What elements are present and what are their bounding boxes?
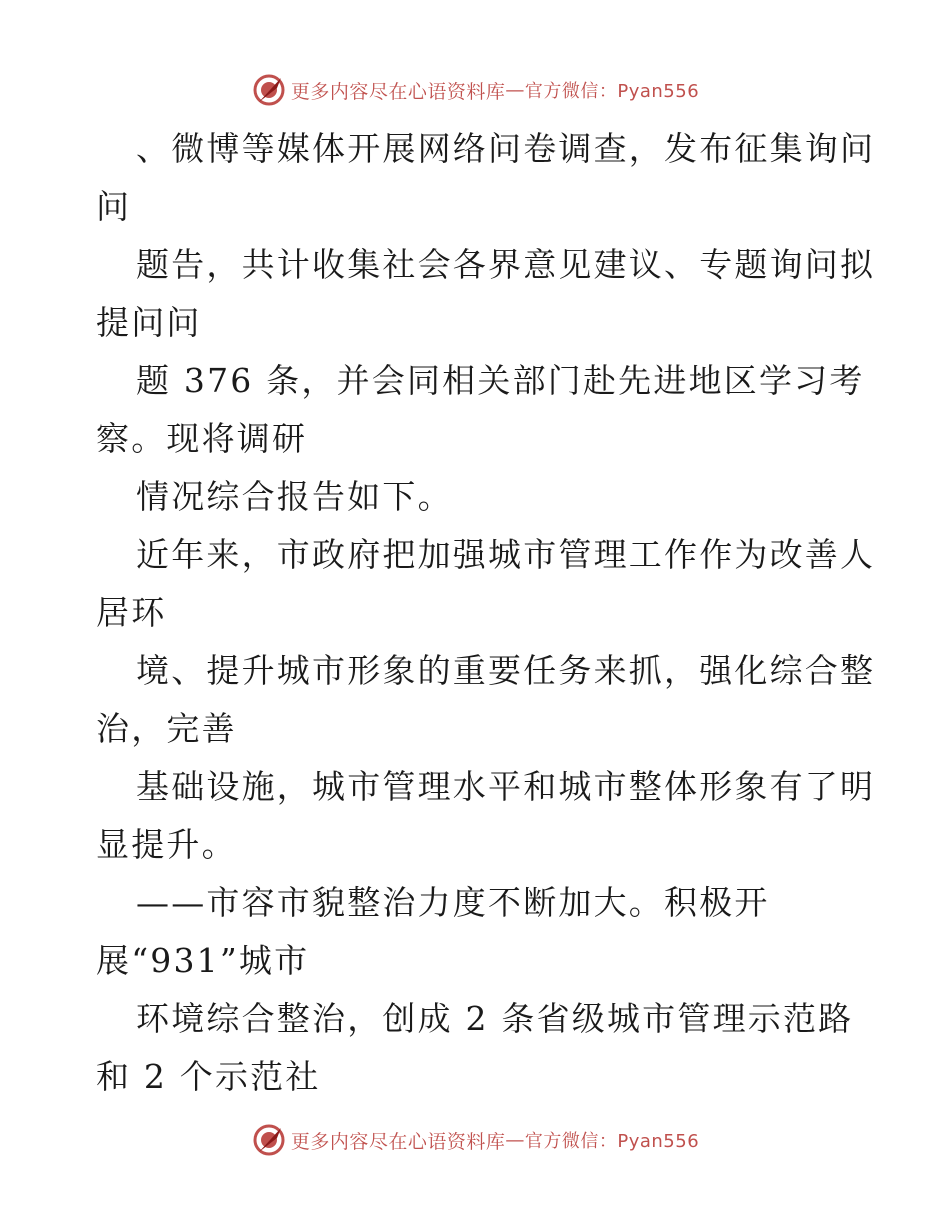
body-line: ——市容市貌整治力度不断加大。积极开 [136,883,770,922]
body-line: 境、提升城市形象的重要任务来抓，强化综合整 [136,651,876,690]
document-body [96,120,876,1106]
body-line: 、微博等媒体开展网络问卷调查，发布征集询问 [136,129,876,168]
quill-logo-icon [251,1122,287,1158]
body-line: 和 2 个示范社 [96,1057,321,1096]
header-banner-text: 更多内容尽在心语资料库 [290,80,506,103]
body-line: 问 [96,187,132,226]
body-line: 题告，共计收集社会各界意见建议、专题询问拟 [136,245,876,284]
body-line: 展“931”城市 [96,941,310,980]
footer-banner-separator: — [505,1129,525,1151]
footer-banner-text: 更多内容尽在心语资料库 [290,1130,506,1153]
body-line: 治，完善 [96,709,237,748]
body-line: 显提升。 [96,825,237,864]
body-line: 题 376 条，并会同相关部门赴先进地区学习考 [136,361,865,400]
body-line: 近年来，市政府把加强城市管理工作作为改善人 [136,535,876,574]
body-line: 基础设施，城市管理水平和城市整体形象有了明 [136,767,876,806]
body-line: 提问问 [96,303,202,342]
footer-banner-wechat: 官方微信：Pyan556 [524,1131,700,1152]
body-line: 察。现将调研 [96,419,308,458]
header-watermark-banner [0,72,950,108]
quill-logo-icon [251,72,287,108]
body-line: 居环 [96,593,167,632]
footer-watermark-banner [0,1122,950,1158]
header-banner-separator: — [505,79,525,101]
body-line: 环境综合整治，创成 2 条省级城市管理示范路 [136,999,854,1038]
header-banner-wechat: 官方微信：Pyan556 [524,81,700,102]
body-line: 情况综合报告如下。 [136,477,453,516]
